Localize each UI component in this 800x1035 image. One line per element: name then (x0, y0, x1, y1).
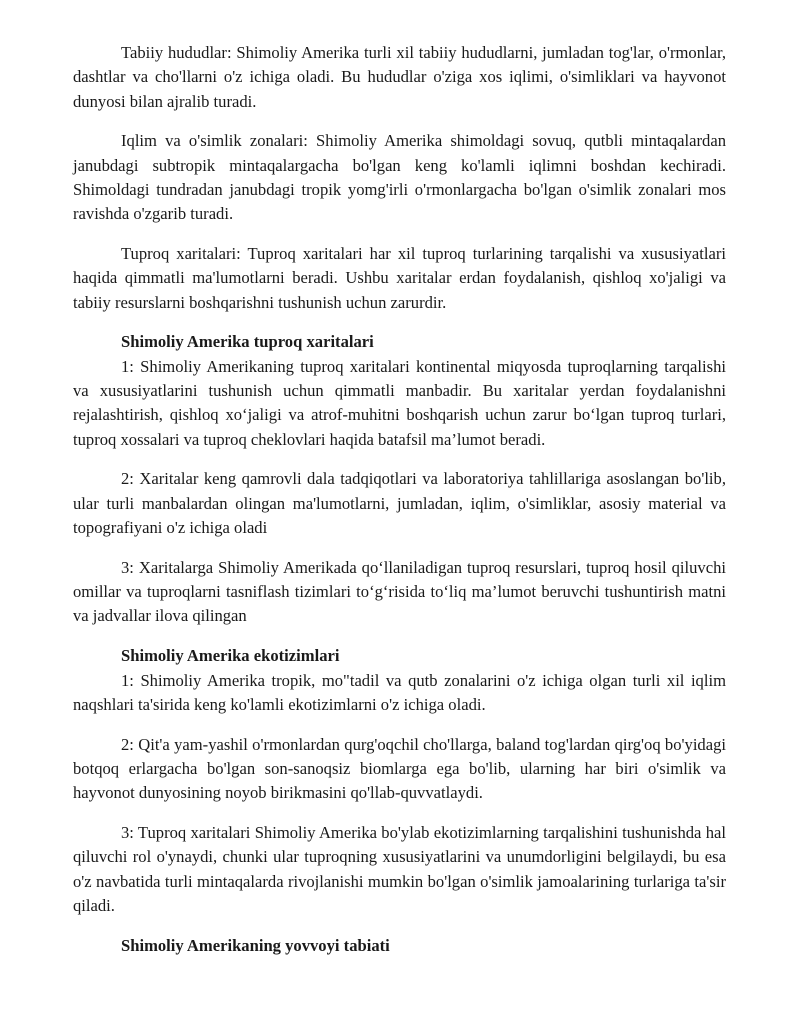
paragraph-soil-maps-1: 1: Shimoliy Amerikaning tuproq xaritalari kontinental miqyosda tuproqlarning tarqalishi va xususiyatlarini tushunish uchun qimmatli manbadir. Bu xaritalar yerdan foydalanishni rejalashtirish, qishloq xo‘jaligi va atrof-muhitni boshqarish uchun zarur bo‘lgan tuproq turlari, tuproq xossalari va tuproq cheklovlari haqida batafsil ma’lumot beradi. (73, 356, 726, 449)
paragraph-natural-regions: Tabiiy hududlar: Shimoliy Amerika turli xil tabiiy hududlarni, jumladan tog'lar, o'rmonlar, dashtlar va cho'llarni o'z ichiga oladi. Bu hududlar o'ziga xos iqlimi, o'simliklari va hayvonot dunyosi bilan ajralib turadi. (73, 43, 726, 111)
section-heading-soil-maps: Shimoliy Amerika tuproq xaritalari (121, 332, 374, 352)
paragraph-soil-maps-2: 2: Xaritalar keng qamrovli dala tadqiqotlari va laboratoriya tahlillariga asoslangan bo'lib, ular turli manbalardan olingan ma'lumotlarni, jumladan, iqlim, o'simliklar, asosiy material va topografiyani o'z ichiga oladi (73, 469, 726, 538)
paragraph-ecosystems-2: 2: Qit'a yam-yashil o'rmonlardan qurg'oqchil cho'llarga, baland tog'lardan qirg'oq bo'yidagi botqoq erlargacha bo'lgan son-sanoqsiz biomlarga ega bo'lib, ularning har biri o'simlik va hayvonot dunyosining noyob birikmasini qo'llab-quvvatlaydi. (73, 734, 726, 803)
section-heading-ecosystems: Shimoliy Amerika ekotizimlari (121, 646, 340, 666)
paragraph-ecosystems-1: 1: Shimoliy Amerika tropik, mo"tadil va qutb zonalarini o'z ichiga olgan turli xil iqlim naqshlari ta'sirida keng ko'lamli ekotizimlarni o'z ichiga oladi. (73, 670, 726, 714)
paragraph-climate-vegetation: Iqlim va o'simlik zonalari: Shimoliy Amerika shimoldagi sovuq, qutbli mintaqalardan janubdagi subtropik mintaqalargacha bo'lgan keng ko'lamli iqlimni boshdan kechiradi. Shimoldagi tundradan janubdagi tropik yomg'irli o'rmonlargacha bo'lgan o'simlik zonalari mos ravishda o'zgarib turadi. (73, 131, 726, 224)
paragraph-soil-maps: Tuproq xaritalari: Tuproq xaritalari har xil tuproq turlarining tarqalishi va xususiyatlari haqida qimmatli ma'lumotlarni beradi. Ushbu xaritalar erdan foydalanish, qishloq xo'jaligi va tabiiy resurslarni boshqarishni tushunish uchun zarurdir. (73, 244, 726, 312)
paragraph-soil-maps-3: 3: Xaritalarga Shimoliy Amerikada qo‘llaniladigan tuproq resurslari, tuproq hosil qiluvchi omillar va tuproqlarni tasniflash tizimlari to‘g‘risida to‘liq ma’lumot beruvchi tushuntirish matni va jadvallar ilova qilingan (73, 557, 726, 626)
document-page (73, 41, 726, 958)
section-heading-wildlife: Shimoliy Amerikaning yovvoyi tabiati (121, 935, 390, 955)
paragraph-ecosystems-3: 3: Tuproq xaritalari Shimoliy Amerika bo'ylab ekotizimlarning tarqalishini tushunishda hal qiluvchi rol o'ynaydi, chunki ular tuproqning xususiyatlarini va unumdorligini belgilaydi, bu esa o'z navbatida turli mintaqalarda rivojlanishi mumkin bo'lgan o'simlik jamoalarining turlariga ta'sir qiladi. (73, 823, 726, 915)
